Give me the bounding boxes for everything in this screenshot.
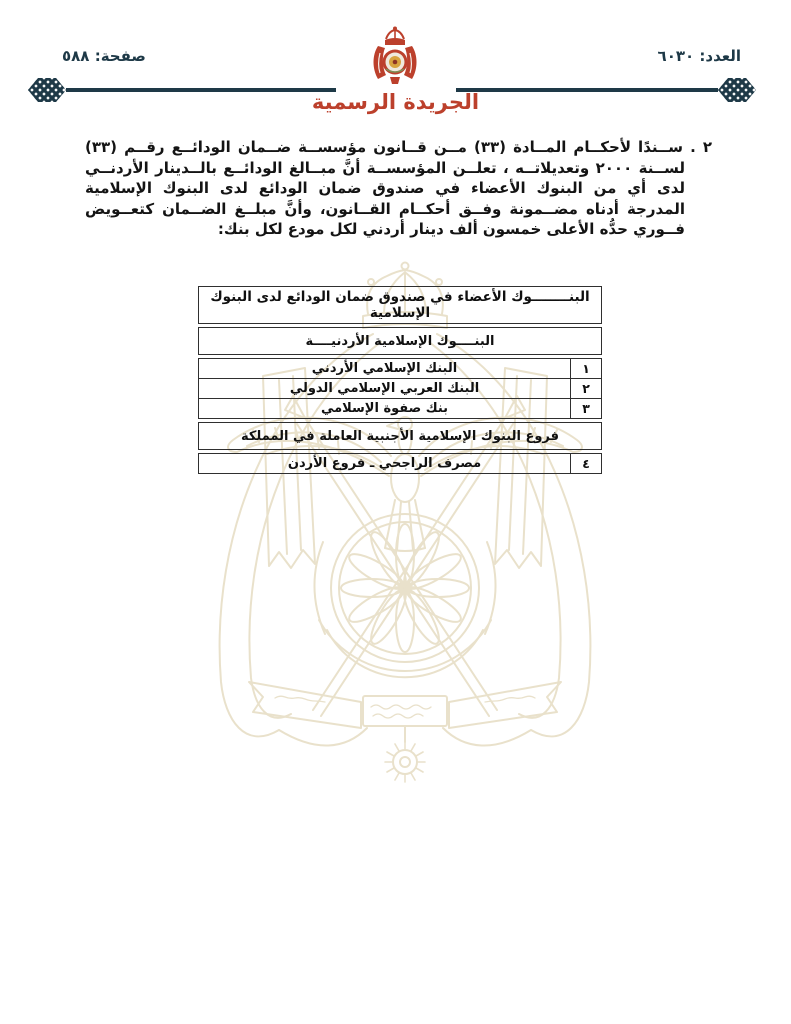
table-row <box>199 454 601 473</box>
table-row <box>199 378 601 398</box>
bank-name-cell: البنك العربي الإسلامي الدولي <box>289 381 480 396</box>
bank-name-cell: مصرف الراجحي ـ فروع الأردن <box>287 456 482 471</box>
table-row <box>199 359 601 378</box>
section-jordanian-islamic-banks: البنــــوك الإسلامية الأردنيــــة <box>198 327 602 355</box>
jordan-coat-of-arms-icon <box>365 25 425 91</box>
bank-number-cell: ٣ <box>570 399 601 418</box>
jordanian-banks-rows <box>198 358 602 419</box>
table-row <box>199 398 601 418</box>
bank-name-cell: البنك الإسلامي الأردني <box>311 361 458 376</box>
page-number: صفحة: ٥٨٨ <box>62 47 146 65</box>
member-banks-table <box>198 286 602 477</box>
bank-number-cell: ١ <box>570 359 601 378</box>
gazette-title: الجريدة الرسمية <box>311 90 480 114</box>
issue-number: العدد: ٦٠٣٠ <box>657 47 741 65</box>
paragraph-text: ســندًا لأحكــام المــادة (٣٣) مــن قــانون مؤسســة ضــمان الودائــع رقــم (٣٣) لســنة ٢٠٠٠ وتعديلاتــه ، تعلــن المؤسســة أنَّ مبــالغ الودائــع بالــدينار الأردنــي لدى أي من البنوك الأعضاء في صندوق ضمان الودائع لدى البنوك الإسلامية المدرجة أدناه مضــمونة وفــق أحكــام القــانون، وأنَّ مبلــغ الضــمان كتعــويض فــوري حدُّه الأعلى خمسون ألف دينار أردني لكل مودع لكل بنك: <box>85 138 686 238</box>
announcement-paragraph <box>85 137 712 240</box>
bank-number-cell: ٢ <box>570 379 601 398</box>
bank-number-cell: ٤ <box>570 454 601 473</box>
paragraph-number: ٢ . <box>690 138 712 156</box>
section-foreign-islamic-bank-branches: فروع البنوك الإسلامية الأجنبية العاملة في المملكة <box>198 422 602 450</box>
foreign-banks-rows <box>198 453 602 474</box>
table-title-row: البنــــــــوك الأعضاء في صندوق ضمان الودائع لدى البنوك الإسلامية <box>198 286 602 324</box>
bank-name-cell: بنك صفوة الإسلامي <box>320 401 449 416</box>
